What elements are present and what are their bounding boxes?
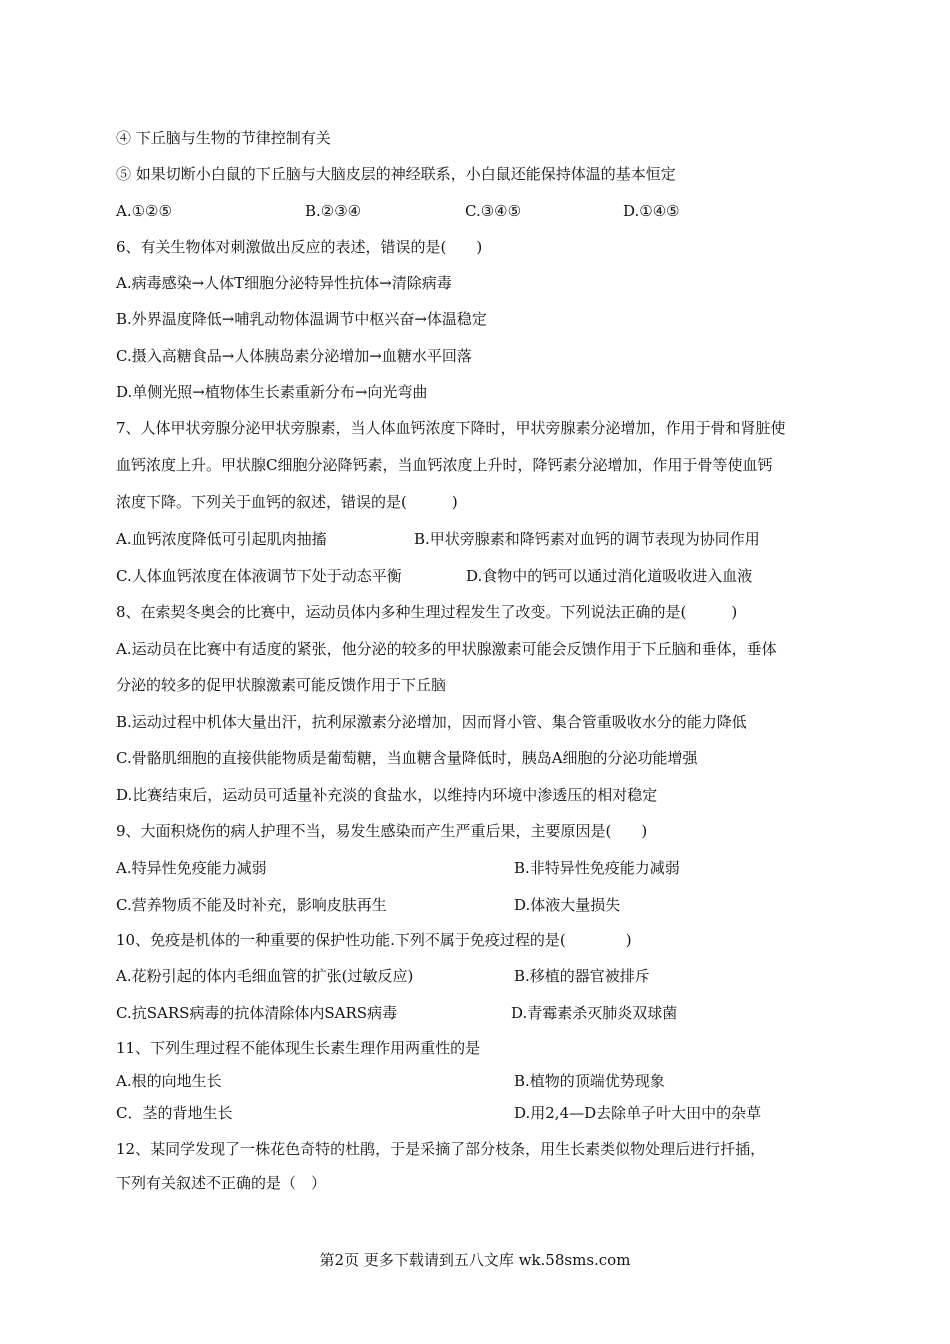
q6-option-d: D.单侧光照→植物体生长素重新分布→向光弯曲 — [116, 383, 428, 401]
question-6: 6、有关生物体对刺激做出反应的表述，错误的是( ) — [116, 238, 483, 256]
q7-option-b: B.甲状旁腺素和降钙素对血钙的调节表现为协同作用 — [414, 530, 760, 548]
q5-option-b: B.②③④ — [305, 202, 362, 220]
q6-option-a: A.病毒感染→人体T细胞分泌特异性抗体→清除病毒 — [116, 274, 452, 292]
q5-option-d: D.①④⑤ — [623, 202, 680, 220]
q9-option-c: C.营养物质不能及时补充，影响皮肤再生 — [116, 896, 387, 914]
q8-option-a-line-2: 分泌的较多的促甲状腺激素可能反馈作用于下丘脑 — [116, 676, 447, 694]
statement-5: ⑤ 如果切断小白鼠的下丘脑与大脑皮层的神经联系，小白鼠还能保持体温的基本恒定 — [116, 165, 676, 183]
q10-option-c: C.抗SARS病毒的抗体清除体内SARS病毒 — [116, 1004, 398, 1022]
q11-option-d: D.用2,4—D去除单子叶大田中的杂草 — [514, 1104, 762, 1122]
question-11: 11、下列生理过程不能体现生长素生理作用两重性的是 — [116, 1039, 481, 1057]
q7-option-d: D.食物中的钙可以通过消化道吸收进入血液 — [466, 567, 753, 585]
question-10: 10、免疫是机体的一种重要的保护性功能.下列不属于免疫过程的是( ) — [116, 931, 632, 949]
q7-option-a: A.血钙浓度降低可引起肌肉抽搐 — [116, 530, 327, 548]
q10-option-b: B.移植的器官被排斥 — [514, 967, 650, 985]
q6-option-b: B.外界温度降低→哺乳动物体温调节中枢兴奋→体温稳定 — [116, 310, 487, 328]
q7-option-c: C.人体血钙浓度在体液调节下处于动态平衡 — [116, 567, 402, 585]
q9-option-b: B.非特异性免疫能力减弱 — [514, 859, 680, 877]
question-12-line-2: 下列有关叙述不正确的是（ ） — [116, 1174, 327, 1192]
q11-option-b: B.植物的顶端优势现象 — [514, 1072, 665, 1090]
q8-option-a-line-1: A.运动员在比赛中有适度的紧张，他分泌的较多的甲状腺激素可能会反馈作用于下丘脑和垂体，垂体 — [116, 640, 777, 658]
q5-option-a: A.①②⑤ — [116, 202, 172, 220]
question-7-line-3: 浓度下降。下列关于血钙的叙述，错误的是( ) — [116, 493, 458, 511]
q9-option-d: D.体液大量损失 — [514, 896, 621, 914]
q11-option-c: C．茎的背地生长 — [116, 1104, 233, 1122]
question-8: 8、在索契冬奥会的比赛中，运动员体内多种生理过程发生了改变。下列说法正确的是( ) — [116, 603, 738, 621]
question-7-line-1: 7、人体甲状旁腺分泌甲状旁腺素，当人体血钙浓度下降时，甲状旁腺素分泌增加，作用于骨和肾脏使 — [116, 419, 786, 437]
q9-option-a: A.特异性免疫能力减弱 — [116, 859, 267, 877]
q5-option-c: C.③④⑤ — [465, 202, 522, 220]
page-footer: 第2页 更多下载请到五八文库 wk.58sms.com — [319, 1251, 631, 1269]
question-7-line-2: 血钙浓度上升。甲状腺C细胞分泌降钙素，当血钙浓度上升时，降钙素分泌增加，作用于骨等使血钙 — [116, 456, 773, 474]
q10-option-d: D.青霉素杀灭肺炎双球菌 — [511, 1004, 678, 1022]
question-9: 9、大面积烧伤的病人护理不当，易发生感染而产生严重后果，主要原因是( ) — [116, 822, 648, 840]
q8-option-c: C.骨骼肌细胞的直接供能物质是葡萄糖，当血糖含量降低时，胰岛A细胞的分泌功能增强 — [116, 749, 698, 767]
q6-option-c: C.摄入高糖食品→人体胰岛素分泌增加→血糖水平回落 — [116, 347, 472, 365]
q10-option-a: A.花粉引起的体内毛细血管的扩张(过敏反应) — [116, 967, 414, 985]
q8-option-b: B.运动过程中机体大量出汗，抗利尿激素分泌增加，因而肾小管、集合管重吸收水分的能力降低 — [116, 713, 747, 731]
q8-option-d: D.比赛结束后，运动员可适量补充淡的食盐水，以维持内环境中渗透压的相对稳定 — [116, 786, 658, 804]
q11-option-a: A.根的向地生长 — [116, 1072, 222, 1090]
statement-4: ④ 下丘脑与生物的节律控制有关 — [116, 129, 331, 147]
question-12-line-1: 12、某同学发现了一株花色奇特的杜鹃，于是采摘了部分枝条，用生长素类似物处理后进行扦插， — [116, 1140, 766, 1158]
